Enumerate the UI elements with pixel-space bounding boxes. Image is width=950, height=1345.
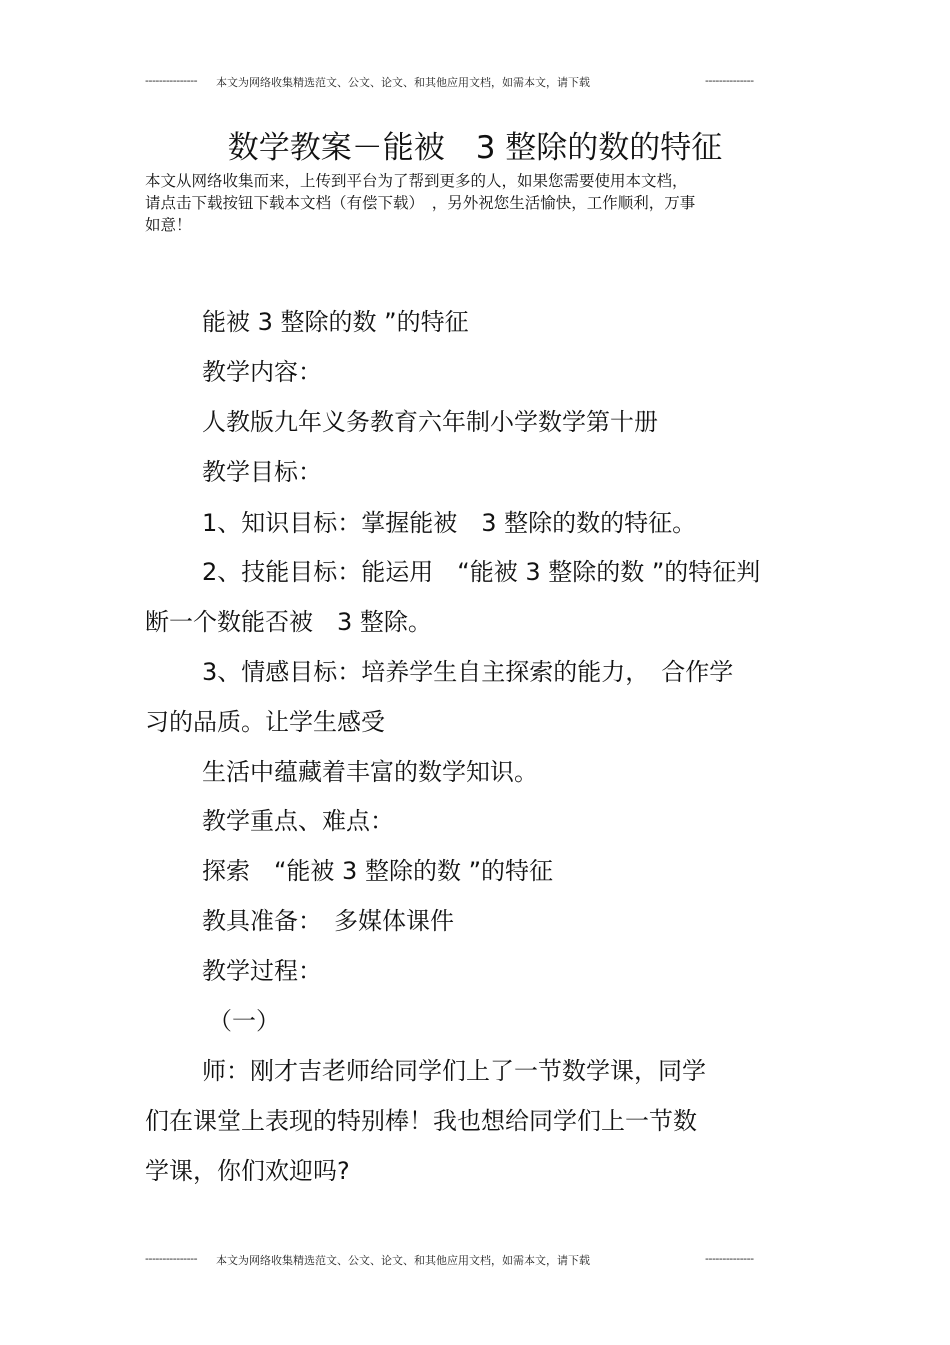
header-dash-left: --------------- (145, 74, 198, 87)
header-text: 本文为网络收集精选范文、公文、论文、和其他应用文档，如需本文，请下载 (216, 76, 590, 89)
notice-line: 本文从网络收集而来，上传到平台为了帮到更多的人，如果您需要使用本文档， (145, 172, 688, 190)
process-step-label: （一） (208, 1007, 280, 1035)
section-heading-process: 教学过程： (202, 957, 322, 985)
footer-text: 本文为网络收集精选范文、公文、论文、和其他应用文档，如需本文，请下载 (216, 1254, 590, 1267)
page-footer (0, 1252, 950, 1272)
goal-skill-continued: 断一个数能否被 3 整除。 (145, 608, 432, 636)
lesson-topic: 能被 3 整除的数 ”的特征 (202, 308, 469, 336)
teacher-speech-continued: 们在课堂上表现的特别棒！我也想给同学们上一节数 (145, 1107, 697, 1135)
key-point-text: 探索 “能被 3 整除的数 ”的特征 (202, 857, 554, 885)
teaching-aids: 教具准备： 多媒体课件 (202, 907, 454, 935)
header-dash-right: -------------- (705, 74, 754, 87)
footer-dash-left: --------------- (145, 1252, 198, 1265)
notice-line: 请点击下载按钮下载本文档（有偿下载） ，另外祝您生活愉快，工作顺利，万事 (145, 194, 696, 212)
goal-emotion-continued-2: 生活中蕴藏着丰富的数学知识。 (202, 758, 538, 786)
goal-emotion-continued: 习的品质。让学生感受 (145, 708, 385, 736)
notice-line: 如意！ (145, 216, 192, 234)
goal-knowledge: 1、知识目标：掌握能被 3 整除的数的特征。 (202, 509, 697, 537)
goal-skill: 2、技能目标：能运用 “能被 3 整除的数 ”的特征判 (202, 558, 761, 586)
goal-emotion: 3、情感目标：培养学生自主探索的能力， 合作学 (202, 658, 734, 686)
section-heading-goals: 教学目标： (202, 458, 322, 486)
document-title: 数学教案－能被 3 整除的数的特征 (227, 130, 723, 166)
teacher-speech-continued-2: 学课，你们欢迎吗? (145, 1157, 350, 1185)
teacher-speech: 师：刚才吉老师给同学们上了一节数学课，同学 (202, 1057, 706, 1085)
section-heading-key-points: 教学重点、难点： (202, 807, 394, 835)
footer-dash-right: -------------- (705, 1252, 754, 1265)
textbook-line: 人教版九年义务教育六年制小学数学第十册 (202, 408, 658, 436)
download-notice (145, 170, 805, 236)
page-header (0, 74, 950, 94)
section-heading-content: 教学内容： (202, 358, 322, 386)
